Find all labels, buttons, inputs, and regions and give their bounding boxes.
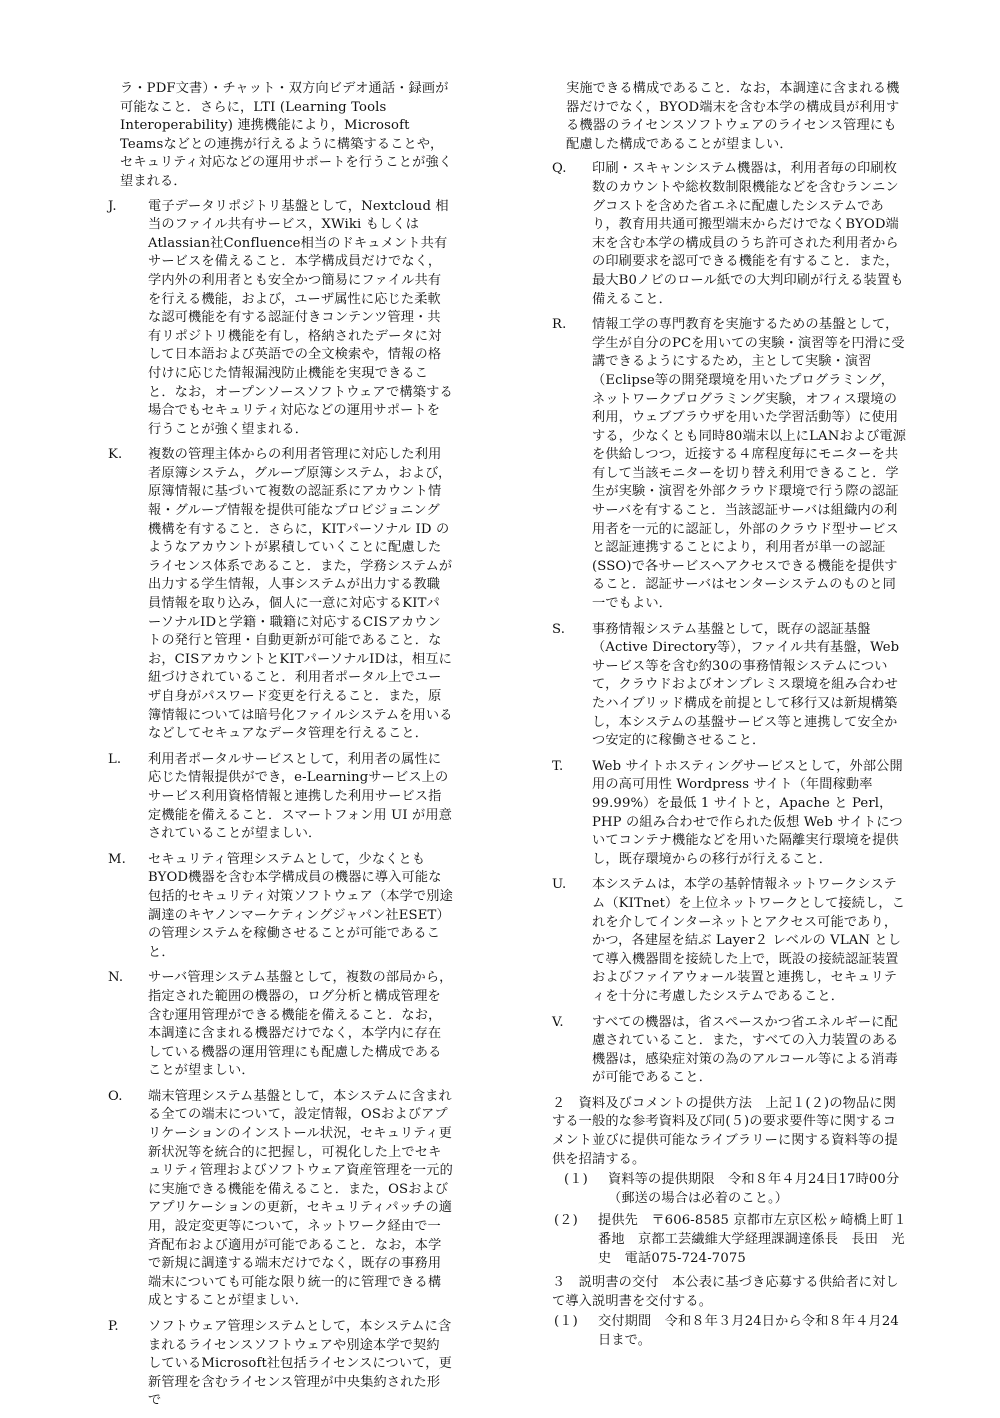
section-3-subitem-1 bbox=[552, 1313, 907, 1350]
list-item-l bbox=[108, 751, 453, 844]
right-column bbox=[552, 80, 907, 1355]
item-label: M. bbox=[108, 851, 126, 867]
item-label: O. bbox=[108, 1088, 123, 1104]
list-item-q bbox=[552, 160, 907, 309]
list-item-v bbox=[552, 1014, 907, 1088]
item-label: V. bbox=[552, 1014, 564, 1030]
item-label: S. bbox=[552, 621, 566, 637]
item-text: ソフトウェア管理システムとして，本システムに含まれるライセンスソフトウェアや別途本学で契約しているMicrosoft社包括ライセンスについて，更新管理を含むライセンス管理が中央集約された形で bbox=[148, 1319, 452, 1409]
list-item-m bbox=[108, 851, 453, 963]
subitem-number: (１) bbox=[564, 1172, 588, 1188]
item-label: N. bbox=[108, 970, 124, 986]
subitem-text: 交付期間 令和８年３月24日から令和８年４月24日まで。 bbox=[598, 1314, 899, 1348]
item-text: 本システムは，本学の基幹情報ネットワークシステム（KITnet）を上位ネットワークとして接続し，これを介してインターネットとアクセス可能であり，かつ，各建屋を結ぶ Layer２ レベルの VLAN として導入機器間を接続した上で，既設の接続認証装置およびファイアウォール装置と連携し，セキュリティを十分に考慮したシステムであること． bbox=[592, 877, 906, 1004]
item-label: K. bbox=[108, 447, 123, 463]
subitem-number: (２) bbox=[554, 1213, 578, 1229]
item-label: R. bbox=[552, 317, 567, 333]
item-label: Q. bbox=[552, 161, 567, 177]
item-text: 電子データリポジトリ基盤として，Nextcloud 相当のファイル共有サービス，XWiki もしくはAtlassian社Confluence相当のドキュメント共有サービスを備えること．本学構成員だけでなく，学内外の利用者とも安全かつ簡易にファイル共有を行える機能，および，ユーザ属性に応じた柔軟な認可機能を有する認証付きコンテンツ管理・共有リポジトリ機能を有し，格納されたデータに対して日本語および英語での全文検索や，情報の格付けに応じた情報漏洩防止機能を実現できること．なお，オープンソースソフトウェアで構築する場合でもセキュリティ対応などの運用サポートを行うことが強く望まれる． bbox=[148, 198, 453, 437]
list-item-p bbox=[108, 1318, 453, 1411]
list-item-j bbox=[108, 198, 453, 440]
list-item-t bbox=[552, 758, 907, 870]
item-text: セキュリティ管理システムとして，少なくともBYOD機器を含む本学構成員の機器に導入可能な包括的セキュリティ対策ソフトウェア（本学で別途調達のキヤノンマーケティングジャパン社ESET）の管理システムを稼働させることが可能であること． bbox=[148, 851, 453, 960]
item-text: Web サイトホスティングサービスとして，外部公開用の高可用性 Wordpress サイト（年間稼動率 99.99%）を最低 1 サイトと，Apache と Perl，PHP の組み合わせで作られた仮想 Web サイトについてコンテナ機能などを用いた隔離実行環境を提供し，既存環境からの移行が行えること． bbox=[592, 758, 903, 867]
item-label: P. bbox=[108, 1319, 119, 1334]
right-intro-paragraph: 実施できる構成であること．なお，本調達に含まれる機器だけでなく，BYOD端末を含む本学の構成員が利用する機器のライセンスソフトウェアのライセンス管理にも配慮した構成であることが望ましい． bbox=[566, 81, 900, 152]
item-text: 事務情報システム基盤として，既存の認証基盤（Active Directory等），ファイル共有基盤，Web サービス等を含む約30の事務情報システムについて，クラウドおよびオンプレミス環境を組み合わせたハイブリッド構成を前提として移行又は新規構築し，本システムの基盤サービス等と連携して安全かつ安定的に稼働させること． bbox=[592, 621, 900, 749]
item-text: 複数の管理主体からの利用者管理に対応した利用者原簿システム，グループ原簿システム，および，原簿情報に基づいて複数の認証系にアカウント情報・グループ情報を提供可能なプロビジョニング機構を有すること．さらに，KITパーソナル ID のようなアカウントが累積していくことに配慮したライセンス体系であること．また，学務システムが出力する学生情報，人事システムが出力する教職員情報を取り込み，個人に一意に対応するKITパーソナルIDと学籍・職籍に対応するCISアカウントの発行と管理・自動更新が可能であること．なお，CISアカウントとKITパーソナルIDは，相互に紐づけされていること．利用者ポータル上でユーザ自身がパスワード変更を行えること．また，原簿情報については暗号化ファイルシステムを用いるなどしてセキュアなデータ管理を行えること． bbox=[148, 447, 453, 742]
item-text: すべての機器は，省スペースかつ省エネルギーに配慮されていること．また，すべての入力装置のある機器は，感染症対策の為のアルコール等による消毒が可能であること． bbox=[592, 1014, 899, 1086]
item-label: L. bbox=[108, 751, 122, 767]
list-item-n bbox=[108, 969, 453, 1081]
section-2-subitem-2 bbox=[552, 1212, 907, 1268]
list-item-r bbox=[552, 316, 907, 614]
list-item-k bbox=[108, 446, 453, 744]
list-item-o bbox=[108, 1088, 453, 1311]
section-2-heading: ２ 資料及びコメントの提供方法 上記１(２)の物品に関する一般的な参考資料及び同(５)の要求要件等に関するコメント並びに提供可能なライブラリーに関する資料等の提供を招請する。 bbox=[552, 1095, 898, 1167]
item-text: 印刷・スキャンシステム機器は，利用者毎の印刷枚数のカウントや総枚数制限機能などを含むランニングコストを含めた省エネに配慮したシステムであり，教育用共通可搬型端末からだけでなくBYOD端末を含む本学の構成員のうち許可された利用者からの印刷要求を認可できる機能を有すること．また，最大B0ノビのロール紙での大判印刷が行える装置も備えること． bbox=[592, 161, 904, 307]
item-label: U. bbox=[552, 877, 567, 893]
item-text: 利用者ポータルサービスとして，利用者の属性に応じた情報提供ができ，e-Learningサービス上のサービス利用資格情報と連携した利用サービス指定機能を備えること．スマートフォン用 UI が用意されていることが望ましい． bbox=[148, 751, 453, 842]
left-column bbox=[108, 80, 453, 1418]
left-intro-paragraph: ラ・PDF文書）・チャット・双方向ビデオ通話・録画が可能なこと．さらに，LTI (Learning Tools Interoperability) 連携機能により，Microsoft Teamsなどとの連携が行えるように構築することや，セキュリティ対応などの運用サポートを行うことが強く望まれる． bbox=[120, 81, 453, 189]
item-label: T. bbox=[552, 758, 564, 774]
item-text: 情報工学の専門教育を実施するための基盤として，学生が自分のPCを用いての実験・演習等を円滑に受講できるようにするため，主として実験・演習（Eclipse等の開発環境を用いたプログラミング，ネットワークプログラミング実験，オフィス環境の利用，ウェブブラウザを用いた学習活動等）に使用する，少なくとも同時80端末以上にLANおよび電源を供給しつつ，近接する４席程度毎にモニターを共有して当該モニターを切り替え利用できること．学生が実験・演習を外部クラウド環境で行う際の認証サーバを有すること．当該認証サーバは組織内の利用者を一元的に認証し，外部のクラウド型サービスと認証連携することにより，利用者が単一の認証(SSO)で各サービスへアクセスできる機能を提供すること．認証サーバはセンターシステムのものと同一でもよい． bbox=[592, 317, 907, 612]
item-text: 端末管理システム基盤として，本システムに含まれる全ての端末について，設定情報，OSおよびアプリケーションのインストール状況，セキュリティ更新状況等を統合的に把握し，可視化した上でセキュリティ管理およびソフトウェア資産管理を一元的に実施できる機能を備えること．また，OSおよびアプリケーションの更新，セキュリティパッチの適用，設定変更等について，ネットワーク経由で一斉配布および適用が可能であること．なお，本学で新規に調達する端末だけでなく，既存の事務用端末についても可能な限り統一的に管理できる構成とすることが望ましい． bbox=[148, 1088, 453, 1309]
list-item-s bbox=[552, 621, 907, 751]
subitem-text: 提供先 〒606-8585 京都市左京区松ヶ崎橋上町１番地 京都工芸繊維大学経理課調達係長 長田 光史 電話075-724-7075 bbox=[598, 1213, 907, 1266]
subitem-text: 資料等の提供期限 令和８年４月24日17時00分（郵送の場合は必着のこと。） bbox=[608, 1172, 900, 1206]
item-text: サーバ管理システム基盤として，複数の部局から，指定された範囲の機器の，ログ分析と構成管理を含む運用管理ができる機能を備えること．なお，本調達に含まれる機器だけでなく，本学内に存在している機器の運用管理にも配慮した構成であることが望ましい． bbox=[148, 970, 453, 1079]
section-3-heading: ３ 説明書の交付 本公表に基づき応募する供給者に対して導入説明書を交付する。 bbox=[552, 1275, 899, 1309]
list-item-u bbox=[552, 876, 907, 1006]
subitem-number: (１) bbox=[554, 1314, 578, 1330]
item-label: J. bbox=[108, 198, 117, 214]
section-2-subitem-1 bbox=[552, 1171, 907, 1208]
